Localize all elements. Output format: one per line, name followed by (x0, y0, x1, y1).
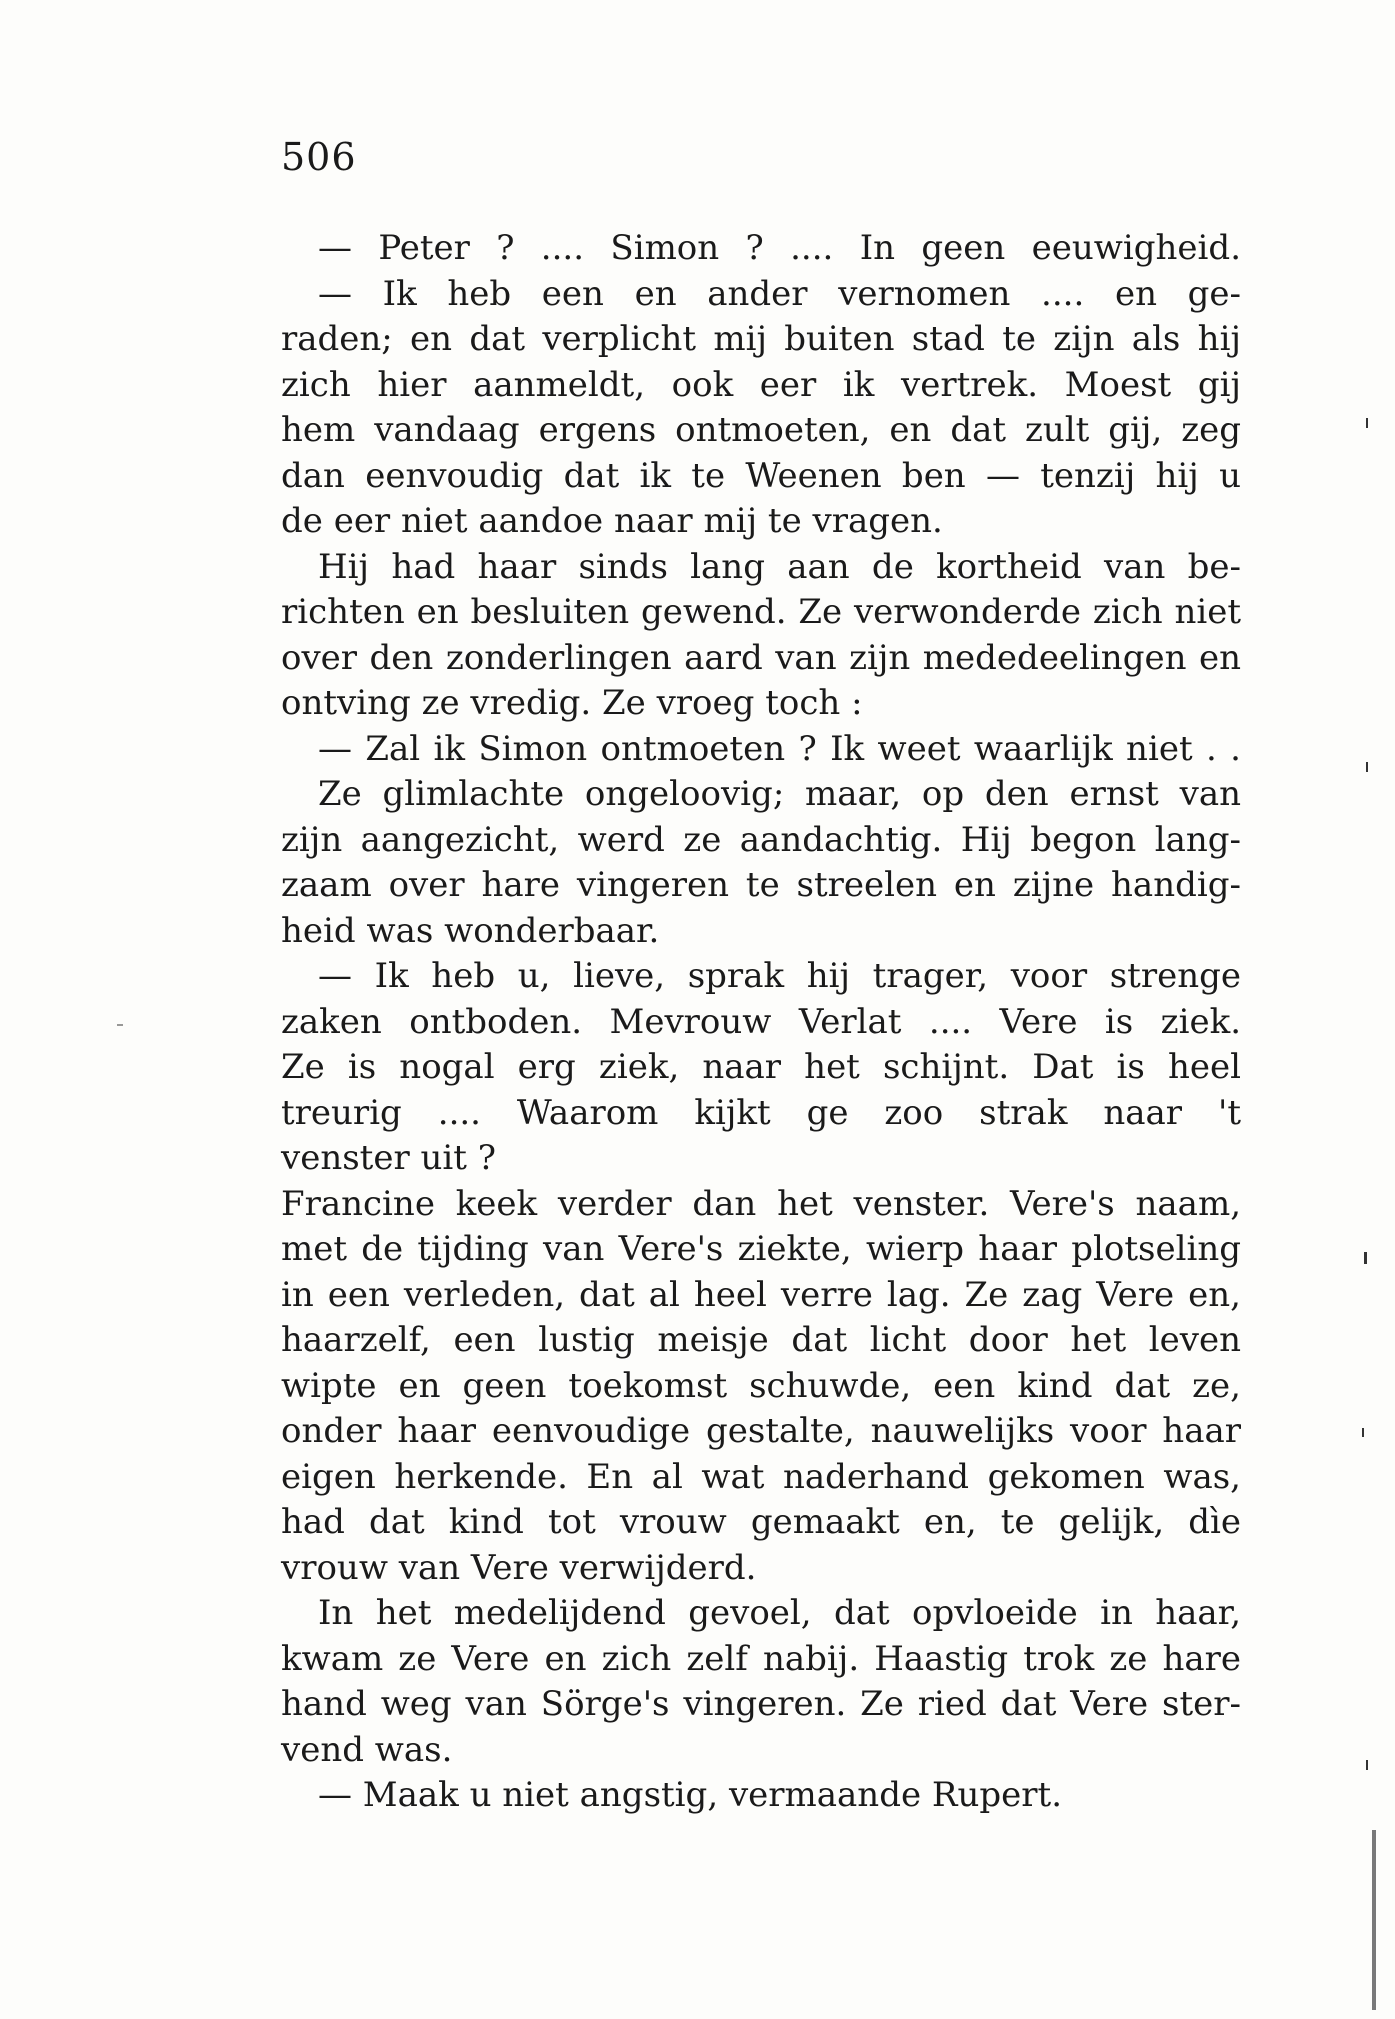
text-line: Ze is nogal erg ziek, naar het schijnt. Dat is heel (281, 1047, 1241, 1087)
text-line: over den zonderlingen aard van zijn mededeelingen en (281, 638, 1241, 678)
page-number: 506 (281, 135, 357, 179)
scan-speck (1372, 1830, 1376, 2010)
text-line: zich hier aanmeldt, ook eer ik vertrek. Moest gij (281, 365, 1241, 405)
scan-speck (117, 1024, 123, 1026)
text-line: kwam ze Vere en zich zelf nabij. Haastig trok ze hare (281, 1639, 1241, 1679)
scan-speck (1364, 1252, 1367, 1264)
text-line: wipte en geen toekomst schuwde, een kind dat ze, (281, 1366, 1241, 1406)
text-line: treurig .... Waarom kijkt ge zoo strak naar 't (281, 1093, 1241, 1133)
scan-speck (1366, 1760, 1368, 1770)
text-line: In het medelijdend gevoel, dat opvloeide in haar, (318, 1593, 1241, 1633)
text-line: Francine keek verder dan het venster. Vere's naam, (281, 1184, 1241, 1224)
text-line: had dat kind tot vrouw gemaakt en, te gelijk, dìe (281, 1502, 1241, 1542)
text-line: richten en besluiten gewend. Ze verwonderde zich niet (281, 592, 1241, 632)
text-line: — Ik heb een en ander vernomen .... en ge- (318, 274, 1241, 314)
text-line: met de tijding van Vere's ziekte, wierp haar plotseling (281, 1229, 1241, 1269)
text-line: haarzelf, een lustig meisje dat licht door het leven (281, 1320, 1241, 1360)
text-line: — Peter ? .... Simon ? .... In geen eeuwigheid. (318, 228, 1241, 268)
text-line: heid was wonderbaar. (281, 911, 660, 951)
text-line: vrouw van Vere verwijderd. (281, 1548, 757, 1588)
text-line: zaken ontboden. Mevrouw Verlat .... Vere is ziek. (281, 1002, 1241, 1042)
text-line: — Zal ik Simon ontmoeten ? Ik weet waarlijk niet . . (318, 729, 1241, 769)
scan-speck (1366, 762, 1368, 772)
text-line: eigen herkende. En al wat naderhand gekomen was, (281, 1457, 1241, 1497)
text-line: hem vandaag ergens ontmoeten, en dat zult gij, zeg (281, 410, 1241, 450)
text-line: vend was. (281, 1730, 453, 1770)
text-line: in een verleden, dat al heel verre lag. Ze zag Vere en, (281, 1275, 1241, 1315)
text-line: dan eenvoudig dat ik te Weenen ben — tenzij hij u (281, 456, 1241, 496)
text-line: zijn aangezicht, werd ze aandachtig. Hij begon lang- (281, 820, 1241, 860)
text-line: onder haar eenvoudige gestalte, nauwelijks voor haar (281, 1411, 1241, 1451)
text-line: zaam over hare vingeren te streelen en zijne handig- (281, 865, 1241, 905)
text-line: Hij had haar sinds lang aan de kortheid van be- (318, 547, 1241, 587)
text-line: — Maak u niet angstig, vermaande Rupert. (318, 1775, 1062, 1815)
text-line: ontving ze vredig. Ze vroeg toch : (281, 683, 863, 723)
text-line: — Ik heb u, lieve, sprak hij trager, voor strenge (318, 956, 1241, 996)
text-line: raden; en dat verplicht mij buiten stad te zijn als hij (281, 319, 1241, 359)
text-line: de eer niet aandoe naar mij te vragen. (281, 501, 943, 541)
text-line: Ze glimlachte ongeloovig; maar, op den ernst van (318, 774, 1241, 814)
scan-speck (1362, 1428, 1364, 1437)
scan-speck (1366, 418, 1368, 428)
text-line: hand weg van Sörge's vingeren. Ze ried dat Vere ster- (281, 1684, 1241, 1724)
text-line: venster uit ? (281, 1138, 496, 1178)
